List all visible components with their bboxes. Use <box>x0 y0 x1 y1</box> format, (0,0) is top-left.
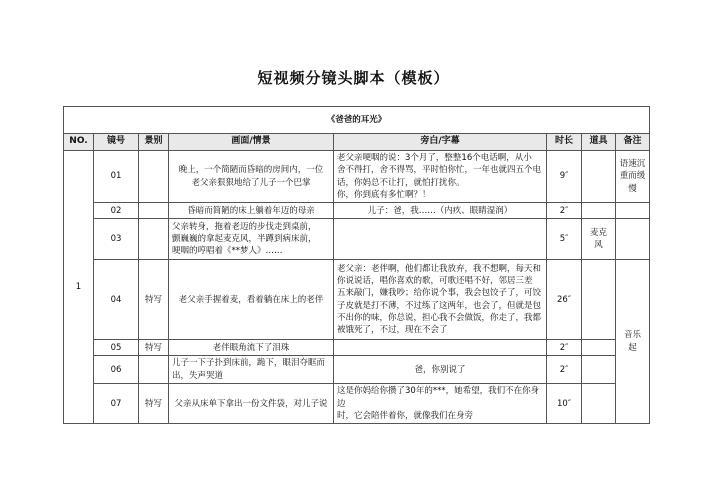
props-cell <box>582 203 616 219</box>
shot-size: 特写 <box>139 260 169 340</box>
notes-cell: 语速沉 重而缓 慢 <box>616 151 650 203</box>
props-cell <box>582 340 616 356</box>
header-row <box>64 134 650 151</box>
duration-cell: 5″ <box>547 219 582 260</box>
scene-cell: 晚上，一个简陋而昏暗的房间内，一位 老父亲狠狠地给了儿子一个巴掌 <box>169 151 334 203</box>
header-shot: 镜号 <box>94 134 139 151</box>
shot-number: 06 <box>94 356 139 384</box>
script-subtitle: 《爸爸的耳光》 <box>64 107 650 134</box>
duration-cell: 9″ <box>547 151 582 203</box>
voice-cell <box>334 219 547 260</box>
voice-cell: 儿子：爸，我……（内疚、眼睛湿润） <box>334 203 547 219</box>
shot-size <box>139 219 169 260</box>
table-row <box>64 260 650 340</box>
table-row <box>64 203 650 219</box>
duration-cell: 26″ <box>547 260 582 340</box>
props-cell <box>582 260 616 340</box>
header-no: NO. <box>64 134 94 151</box>
scene-cell: 老父亲手握着麦，看着躺在床上的老伴 <box>169 260 334 340</box>
header-duration: 时长 <box>547 134 582 151</box>
scene-cell: 老伴眼角流下了泪珠 <box>169 340 334 356</box>
voice-cell: 老父亲：老伴啊，他们都让我放弃，我不想啊，每天和 你说说话，唱你喜欢的歌，可歌还唱不好，邻居三差 五来敲门，嫌我吵；给你说个事，我会包饺子了，可饺 子皮就是打不薄，不过练了这两年，也会了，但就是包 不出你的味，你总说，担心我不会做饭，你走了，我都 被饿死了，不过，现在不会了 <box>334 260 547 340</box>
props-cell <box>582 384 616 424</box>
notes-cell: 音乐 起 <box>616 260 650 424</box>
voice-cell: 这是你妈给你攒了30年的***，她希望，我们不在你身边 时，它会陪伴着你，就像我们在身旁 <box>334 384 547 424</box>
shot-number: 04 <box>94 260 139 340</box>
table-row <box>64 340 650 356</box>
shot-size <box>139 203 169 219</box>
header-props: 道具 <box>582 134 616 151</box>
shot-number: 01 <box>94 151 139 203</box>
duration-cell: 2″ <box>547 340 582 356</box>
shot-number: 02 <box>94 203 139 219</box>
shot-size <box>139 151 169 203</box>
header-scene: 画面/情景 <box>169 134 334 151</box>
notes-cell <box>616 203 650 219</box>
duration-cell: 2″ <box>547 356 582 384</box>
header-voice: 旁白/字幕 <box>334 134 547 151</box>
shot-size: 特写 <box>139 340 169 356</box>
voice-cell: 爸，你别说了 <box>334 356 547 384</box>
header-shot-size: 景别 <box>139 134 169 151</box>
voice-cell <box>334 340 547 356</box>
group-number: 1 <box>64 151 94 424</box>
voice-cell: 老父亲哽咽的说：3个月了，整整16个电话啊，从小 舍不得打，舍不得骂，平时怕你忙，一年也就四五个电 话，你妈总不让打，就怕打扰你。 你，你到底有多忙啊？！ <box>334 151 547 203</box>
props-cell: 麦克 风 <box>582 219 616 260</box>
table-row <box>64 384 650 424</box>
shot-size: 特写 <box>139 384 169 424</box>
header-notes: 备注 <box>616 134 650 151</box>
shot-number: 03 <box>94 219 139 260</box>
shot-number: 07 <box>94 384 139 424</box>
scene-cell: 昏暗而简陋的床上躺着年迈的母亲 <box>169 203 334 219</box>
table-row <box>64 356 650 384</box>
scene-cell: 儿子一下子扑到床前，跪下，眼泪夺眶而 出，失声哭道 <box>169 356 334 384</box>
storyboard-table <box>63 106 650 424</box>
duration-cell: 10″ <box>547 384 582 424</box>
scene-cell: 父亲从床单下拿出一份文件袋，对儿子说 <box>169 384 334 424</box>
props-cell <box>582 356 616 384</box>
scene-cell: 父亲转身，拖着老迈的步伐走到桌前， 颤巍巍的拿起麦克风，半蹲到病床前， 哽咽的哼唱着《**梦人》…… <box>169 219 334 260</box>
duration-cell: 2″ <box>547 203 582 219</box>
shot-number: 05 <box>94 340 139 356</box>
table-row <box>64 151 650 203</box>
props-cell <box>582 151 616 203</box>
table-row <box>64 219 650 260</box>
page-title: 短视频分镜头脚本（模板） <box>257 69 450 87</box>
notes-cell <box>616 219 650 260</box>
shot-size <box>139 356 169 384</box>
